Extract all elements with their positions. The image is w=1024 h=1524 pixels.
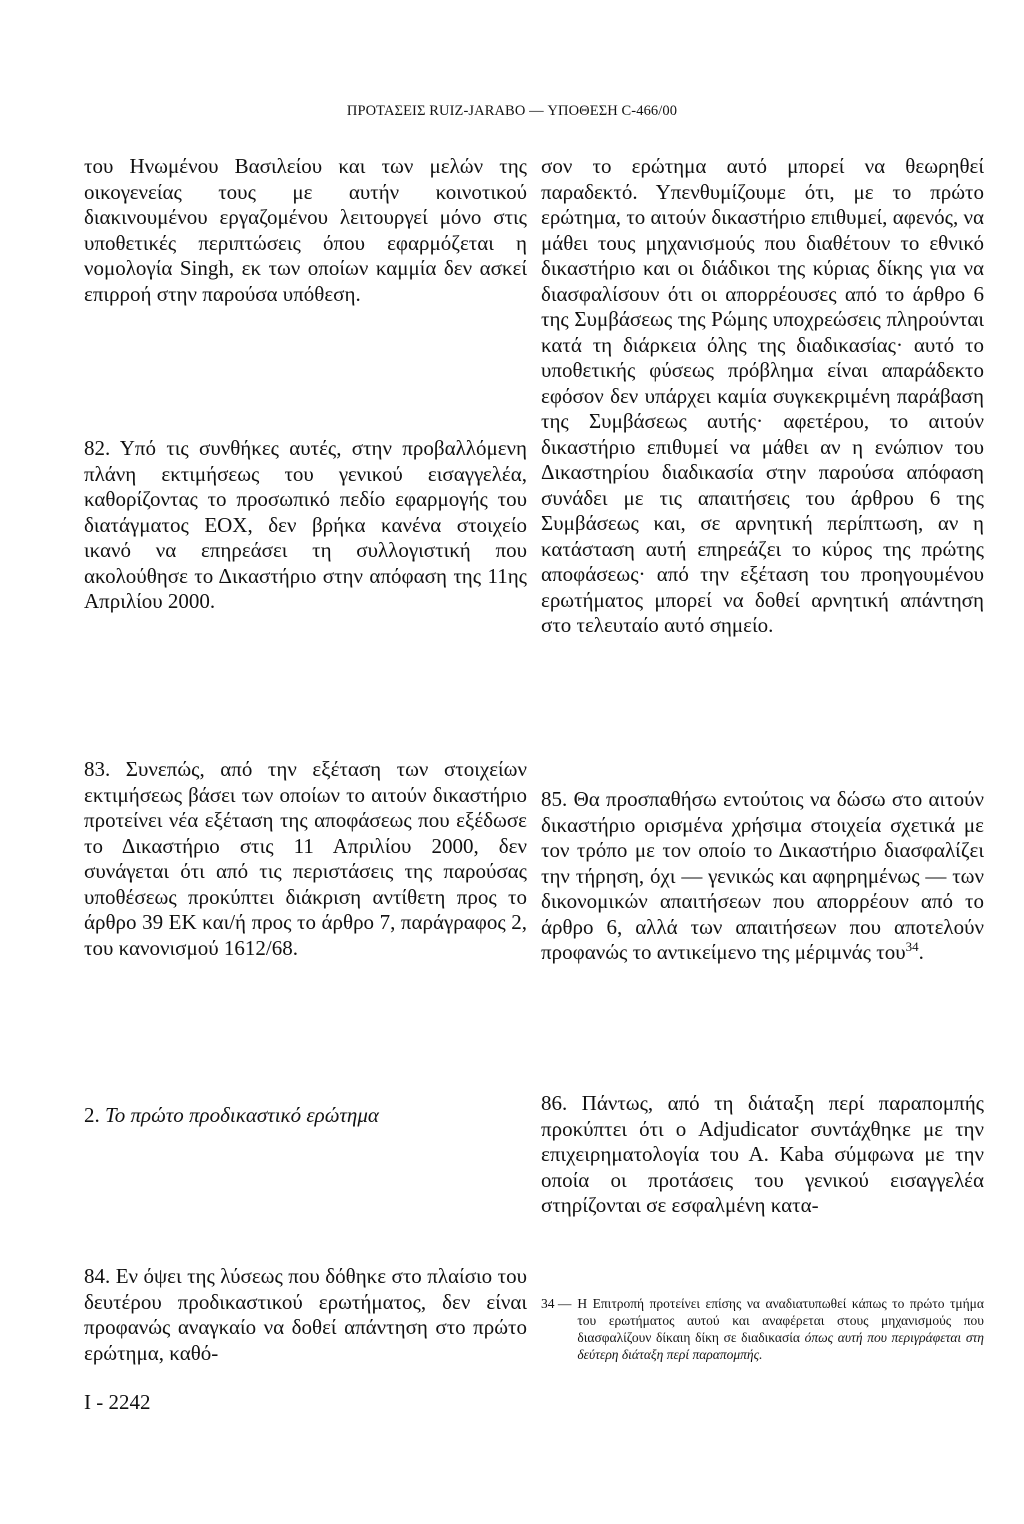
page-number: I - 2242 <box>84 1390 151 1414</box>
paragraph-84 <box>84 1264 527 1366</box>
paragraph-86 <box>541 1091 984 1219</box>
running-header: ΠΡΟΤΑΣΕΙΣ RUIZ-JARABO — ΥΠΟΘΕΣΗ C-466/00 <box>346 103 678 119</box>
paragraph-text: σον το ερώτημα αυτό μπορεί να θεωρηθεί παραδεκτό. Υπενθυμίζουμε ότι, με το πρώτο ερώτημα, το αιτούν δικαστήριο επιθυμεί, αφενός, να μάθει τους μηχανισμούς που διαθέτουν το εθνικό δικαστήριο και οι διάδικοι της κύριας δίκης για να διασφαλίσουν ότι οι απορρέουσες από το άρθρο 6 της Συμβάσεως της Ρώμης υποχρεώσεις πληρούνται κατά τη διάρκεια όλης της διαδικασίας· αυτό το υποθετικής φύσεως πρόβλημα είναι απαράδεκτο εφόσον δεν υπάρχει καμία συγκεκριμένη παράβαση της Συμβάσεως αυτής· αφετέρου, το αιτούν δικαστήριο επιθυμεί να μάθει αν η ενώπιον του Δικαστηρίου διαδικασία στην παρούσα απόφαση συνάδει με τις απαιτήσεις του άρθρου 6 της Συμβάσεως και, σε αρνητική περίπτωση, αν η κατάσταση αυτή επηρεάζει το κύρος της πρώτης αποφάσεως· από την εξέταση του προηγουμένου ερωτήματος μπορεί να δοθεί αρνητική απάντηση στο τελευταίο αυτό σημείο. <box>541 154 984 637</box>
paragraph-text: 82. Υπό τις συνθήκες αυτές, στην προβαλλόμενη πλάνη εκτιμήσεως του γενικού εισαγγελέα, καθορίζοντας το προσωπικό πεδίο εφαρμογής του διατάγματος ΕΟΧ, δεν βρήκα κανένα στοιχείο ικανό να επηρεάσει τη συλλογιστική που ακολούθησε το Δικαστήριο στην απόφαση της 11ης Απριλίου 2000. <box>84 436 527 613</box>
left-top-paragraph <box>84 154 527 307</box>
paragraph-text: 84. Εν όψει της λύσεως που δόθηκε στο πλαίσιο του δευτέρου προδικαστικού ερωτήματος, δεν είναι προφανώς αναγκαίο να δοθεί απάντηση στο πρώτο ερώτημα, καθό- <box>84 1264 527 1365</box>
footnote-text <box>577 1295 984 1363</box>
footnote-text-italic: όπως αυτή που περιγράφεται στη δεύτερη διάταξη περί παραπομπής. <box>577 1330 985 1362</box>
right-top-paragraph <box>541 154 984 639</box>
footnote-34 <box>541 1295 984 1363</box>
paragraph-83 <box>84 757 527 961</box>
paragraph-text: 85. Θα προσπαθήσω εντούτοις να δώσω στο αιτούν δικαστήριο ορισμένα χρήσιμα στοιχεία σχετικά με τον τρόπο με τον οποίο το Δικαστήριο διασφαλίζει την τήρηση, όχι — γενικώς και αφηρημένως — των δικονομικών απαιτήσεων που απορρέουν από το άρθρο 6, αλλά των απαιτήσεων που αποτελούν προφανώς το αντικείμενο της μέριμνάς του <box>541 787 984 964</box>
footnote-text-main: Η Επιτροπή προτείνει επίσης να αναδιατυπωθεί κάπως το πρώτο τμήμα του ερωτήματος αυτού και αναφέρεται στους μηχανισμούς που διασφαλίζουν δίκαιη δίκη σε διαδικασία <box>577 1296 984 1345</box>
paragraph-text: 83. Συνεπώς, από την εξέταση των στοιχείων εκτιμήσεως βάσει των οποίων το αιτούν δικαστήριο προτείνει νέα εξέταση της αποφάσεως που εξέδωσε το Δικαστήριο στις 11 Απριλίου 2000, δεν συνάγεται ότι από τις περιστάσεις της παρούσας υποθέσεως προκύπτει διάκριση αντίθετη προς το άρθρο 39 ΕΚ και/ή προς το άρθρο 7, παράγραφος 2, του κανονισμού 1612/68. <box>84 757 527 960</box>
footnote-marker: 34 — <box>541 1296 572 1311</box>
paragraph-82 <box>84 436 527 615</box>
section-title: Το πρώτο προδικαστικό ερώτημα <box>105 1103 379 1127</box>
paragraph-end: . <box>918 940 924 964</box>
paragraph-85 <box>541 787 984 966</box>
footnote-reference[interactable]: 34 <box>905 939 919 954</box>
section-number: 2. <box>84 1103 100 1127</box>
paragraph-text: 86. Πάντως, από τη διάταξη περί παραπομπής προκύπτει ότι ο Adjudicator συντάχθηκε με την επιχειρηματολογία του Α. Kaba σύμφωνα με την οποία οι προτάσεις του γενικού εισαγγελέα στηρίζονται σε εσφαλμένη κατα- <box>541 1091 984 1217</box>
section-heading <box>84 1103 527 1129</box>
paragraph-text: του Ηνωμένου Βασιλείου και των μελών της οικογενείας τους με αυτήν κοινοτικού διακινουμένου εργαζομένου λειτουργεί μόνο στις υποθετικές περιπτώσεις όπου εφαρμόζεται η νομολογία Singh, εκ των οποίων καμμία δεν ασκεί επιρροή στην παρούσα υπόθεση. <box>84 154 527 306</box>
